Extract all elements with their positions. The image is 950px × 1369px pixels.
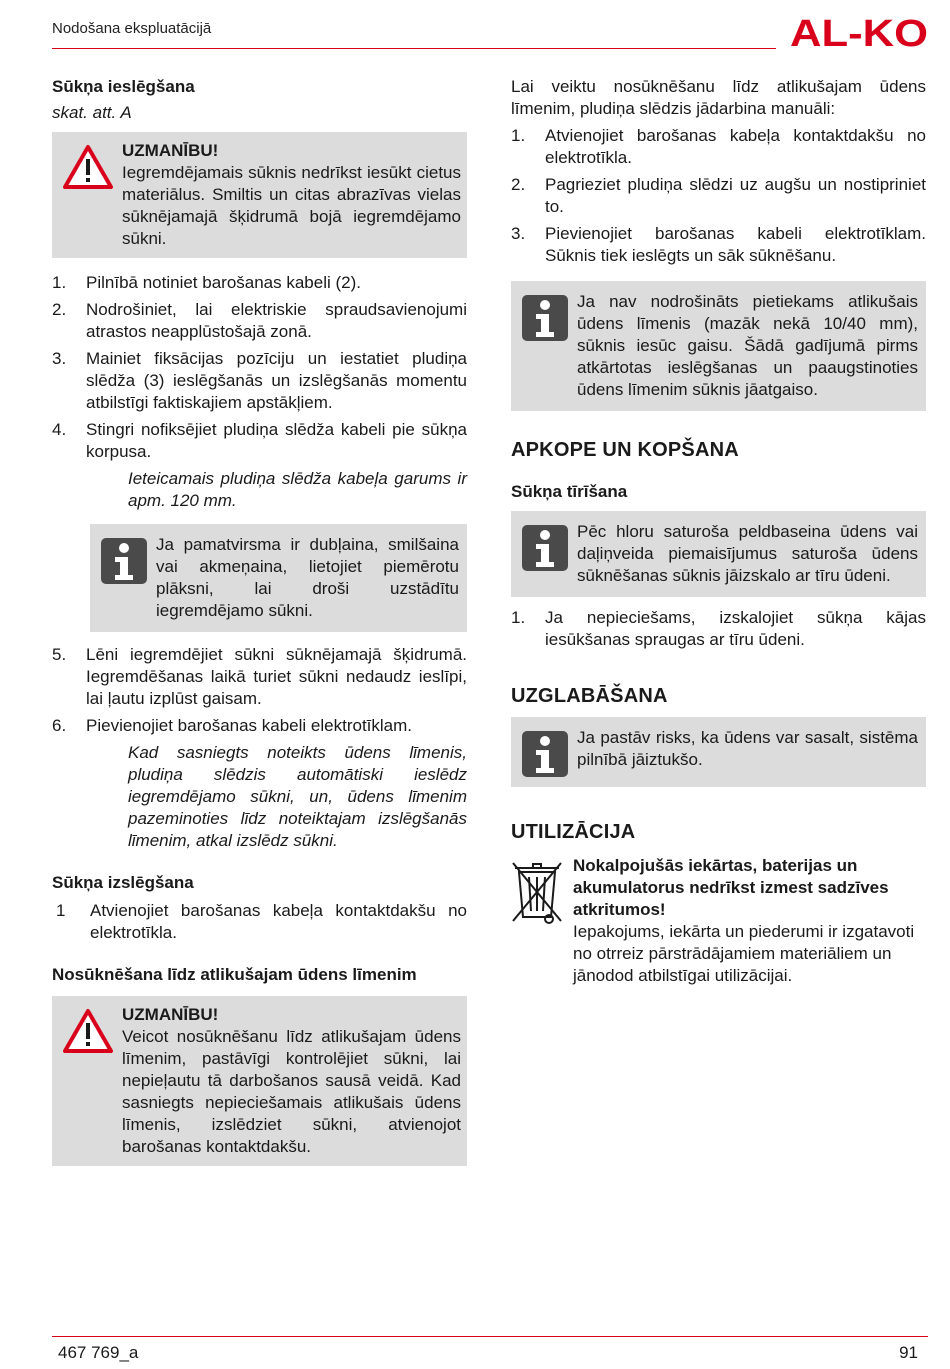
disposal-block bbox=[511, 855, 926, 987]
maintenance-heading: APKOPE UN KOPŠANA bbox=[511, 439, 739, 461]
switch-on-steps-continued bbox=[52, 644, 467, 737]
cleaning-heading: Sūkņa tīrīšana bbox=[511, 482, 628, 501]
disposal-heading: UTILIZĀCIJA bbox=[511, 821, 636, 843]
footer-divider bbox=[52, 1336, 928, 1337]
storage-heading: UZGLABĀŠANA bbox=[511, 685, 668, 707]
list-item: 2. Nodrošiniet, lai elektriskie spraudsavienojumi atrastos neapplūstošajā zonā. bbox=[52, 300, 467, 341]
svg-text:AL-KO: AL-KO bbox=[790, 14, 928, 50]
header-divider bbox=[52, 48, 776, 49]
info-text: Ja nav nodrošināts pietiekams atlikušais ūdens līmenis (mazāk nekā 10/40 mm), sūknis iesūc gaisu. Šādā gadījumā pirms atkārtotas ieslēgšanas un paaugstinoties ūdens līmenim sūknis jāatgaiso. bbox=[577, 292, 918, 399]
list-item: 1. Ja nepieciešams, izskalojiet sūkņa kājas iesūkšanas spraugas ar tīru ūdeni. bbox=[511, 608, 926, 649]
info-icon bbox=[519, 727, 571, 777]
info-text: Pēc hloru saturoša peldbaseina ūdens vai daļiņveida piemaisījumus saturoša ūdens sūknēšanas sūknis jāizskalo ar tīru ūdeni. bbox=[577, 522, 918, 585]
info-box bbox=[90, 524, 467, 632]
info-icon bbox=[519, 521, 571, 587]
list-item: 2. Pagrieziet pludiņa slēdzi uz augšu un nostipriniet to. bbox=[511, 175, 926, 216]
figure-reference: skat. att. A bbox=[52, 103, 132, 122]
switch-on-steps bbox=[52, 272, 467, 463]
warning-icon bbox=[60, 1004, 116, 1158]
residual-steps bbox=[511, 125, 926, 267]
warning-box bbox=[52, 996, 467, 1166]
list-item: 4. Stingri nofiksējiet pludiņa slēdža kabeli pie sūkņa korpusa. bbox=[52, 420, 467, 461]
header-section-title: Nodošana ekspluatācijā bbox=[52, 20, 212, 37]
list-item: 3. Pievienojiet barošanas kabeli elektrotīklam. Sūknis tiek ieslēgts un sāk sūknēšanu. bbox=[511, 224, 926, 265]
step-note: Kad sasniegts noteikts ūdens līmenis, pludiņa slēdzis automātiski ieslēdz iegremdējamo sūkni, un, ūdens līmenim pazeminoties līdz noteiktajam izslēgšanās līmenim, atkal izslēdz sūkni. bbox=[128, 743, 467, 850]
list-item: 1. Pilnībā notiniet barošanas kabeli (2). bbox=[52, 273, 361, 292]
list-item: 5. Lēni iegremdējiet sūkni sūknējamajā šķidrumā. Iegremdēšanas laikā turiet sūkni nedaudz ieslīpi, lai ļautu izplūst gaisam. bbox=[52, 645, 467, 708]
crossed-bin-icon bbox=[511, 855, 573, 987]
warning-text: Iegremdējamais sūknis nedrīkst iesūkt cietus materiālus. Smiltis un citas abrazīvas vielas sūknējamajā šķidrumā bojā iegremdējamo sūkni. bbox=[122, 163, 461, 248]
list-item: 1. Atvienojiet barošanas kabeļa kontaktdakšu no elektrotīkla. bbox=[511, 126, 926, 167]
info-box bbox=[511, 281, 926, 411]
disposal-text: Iepakojums, iekārta un piederumi ir izgatavoti no otrreiz pārstrādājamiem materiāliem un jānodod atbilstīgai utilizācijai. bbox=[573, 922, 915, 985]
warning-text: Veicot nosūknēšanu līdz atlikušajam ūdens līmenim, pastāvīgi kontrolējiet sūkni, lai nepieļautu tā darbošanos sausā veidā. Kad sasniegts nepieciešamais atlikušais ūdens līmenis, izslēdziet sūkni, atvienojot barošanas kontaktdakšu. bbox=[122, 1027, 461, 1156]
warning-title: UZMANĪBU! bbox=[122, 1005, 219, 1024]
list-item: 6. Pievienojiet barošanas kabeli elektrotīklam. bbox=[52, 716, 413, 735]
info-text: Ja pastāv risks, ka ūdens var sasalt, sistēma pilnībā jāiztukšo. bbox=[577, 728, 918, 769]
page-number: 91 bbox=[899, 1343, 918, 1362]
info-icon bbox=[519, 291, 571, 401]
residual-intro: Lai veiktu nosūknēšanu līdz atlikušajam ūdens līmenim, pludiņa slēdzis jādarbina manuāli: bbox=[511, 77, 926, 118]
switch-off-heading: Sūkņa izslēgšana bbox=[52, 873, 194, 892]
switch-off-steps bbox=[52, 900, 467, 944]
left-column bbox=[52, 76, 467, 1166]
info-icon bbox=[98, 534, 150, 622]
list-item: 1 Atvienojiet barošanas kabeļa kontaktdakšu no elektrotīkla. bbox=[56, 901, 467, 942]
cleaning-steps bbox=[511, 607, 926, 651]
warning-box bbox=[52, 132, 467, 258]
disposal-warning: Nokalpojušās iekārtas, baterijas un akumulatorus nedrīkst izmest sadzīves atkritumos! bbox=[573, 856, 889, 919]
right-column bbox=[511, 76, 926, 987]
warning-icon bbox=[60, 140, 116, 250]
residual-level-heading: Nosūknēšana līdz atlikušajam ūdens līmenim bbox=[52, 965, 417, 984]
document-number: 467 769_a bbox=[58, 1343, 139, 1362]
info-text: Ja pamatvirsma ir dubļaina, smilšaina vai akmeņaina, lietojiet piemērotu plāksni, lai droši uzstādītu iegremdējamo sūkni. bbox=[156, 535, 459, 620]
alko-logo bbox=[790, 14, 928, 50]
info-box bbox=[511, 717, 926, 787]
step-note: Ieteicamais pludiņa slēdža kabeļa garums ir apm. 120 mm. bbox=[128, 469, 467, 510]
info-box bbox=[511, 511, 926, 597]
list-item: 3. Mainiet fiksācijas pozīciju un iestatiet pludiņa slēdža (3) ieslēgšanās un izslēgšanās momentu atbilstīgi faktiskajiem apstākļiem. bbox=[52, 349, 467, 412]
warning-title: UZMANĪBU! bbox=[122, 141, 219, 160]
switch-on-heading: Sūkņa ieslēgšana bbox=[52, 77, 195, 96]
